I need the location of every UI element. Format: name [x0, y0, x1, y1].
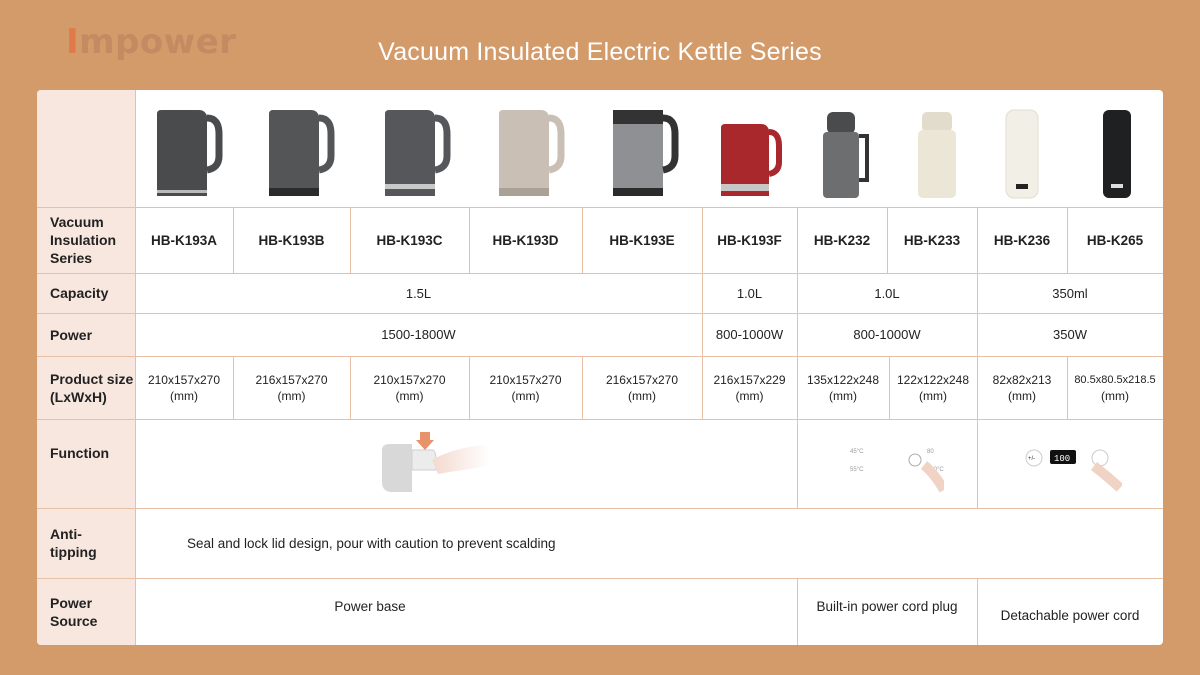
kettle-image-k193f — [715, 120, 785, 202]
kettle-lid — [613, 110, 663, 124]
kettle-image-k193b — [259, 108, 339, 203]
size-cell — [1067, 356, 1163, 419]
kettle-display — [1111, 184, 1123, 188]
model-cell: HB-K193C — [376, 232, 443, 248]
model-cell: HB-K193B — [258, 232, 325, 248]
power-source-cell: Power base — [334, 599, 406, 614]
row-label-series: Vacuum Insulation Series — [50, 214, 117, 266]
size-unit: (mm) — [628, 388, 656, 403]
size-unit: (mm) — [1008, 388, 1036, 403]
capacity-cell: 1.0L — [736, 285, 763, 301]
model-cell: HB-K193E — [609, 232, 675, 248]
kettle-handle — [549, 118, 561, 170]
kettle-band — [385, 184, 435, 189]
brand-logo: Impower — [66, 22, 237, 62]
kettle-lid — [827, 112, 855, 134]
size-unit: (mm) — [829, 388, 857, 403]
model-cell: HB-K232 — [813, 232, 871, 248]
size-dims: 135x122x248 — [806, 372, 880, 387]
model-cell: HB-K236 — [993, 232, 1051, 248]
size-dims: 216x157x270 — [605, 372, 679, 387]
kettle-image-k193a — [147, 108, 227, 203]
size-cell — [797, 356, 889, 419]
kettle-base — [613, 188, 663, 196]
power-cell: 350W — [1053, 327, 1087, 342]
kettle-image-k193c — [375, 108, 455, 203]
size-unit: (mm) — [395, 388, 424, 403]
kettle-handle — [207, 118, 219, 170]
kettle-lid-part — [382, 444, 412, 492]
size-cell — [135, 356, 233, 419]
size-dims: 80.5x80.5x218.5 — [1074, 373, 1156, 386]
size-unit: (mm) — [277, 388, 306, 403]
arrow-down-icon — [416, 432, 434, 450]
anti-tipping-text: Seal and lock lid design, pour with caution to prevent scalding — [187, 535, 556, 551]
size-cell — [350, 356, 469, 419]
kettle-body — [269, 110, 319, 196]
size-unit: (mm) — [511, 388, 540, 403]
kettle-handle — [769, 132, 779, 174]
kettle-base — [499, 188, 549, 196]
row-label-anti-tipping: Anti-tipping — [50, 526, 97, 560]
plus-minus-label: +/- — [1028, 456, 1036, 462]
row-label-function: Function — [50, 445, 110, 461]
model-cell: HB-K193D — [492, 232, 559, 248]
kettle-image-k265 — [1099, 108, 1135, 203]
row-label-size: Product size (LxWxH) — [50, 370, 134, 405]
model-cell: HB-K193F — [717, 232, 782, 248]
page-title: Vacuum Insulated Electric Kettle Series — [378, 38, 822, 66]
kettle-handle — [435, 118, 447, 170]
kettle-lid — [922, 112, 952, 132]
model-cell: HB-K265 — [1086, 232, 1144, 248]
power-source-cell: Built-in power cord plug — [816, 599, 958, 614]
temp-label: 45°C — [850, 449, 864, 455]
size-dims: 210x157x270 — [489, 372, 562, 387]
kettle-image-k193d — [489, 108, 569, 203]
size-cell — [469, 356, 582, 419]
temperature-dial-icon — [909, 454, 921, 466]
kettle-handle — [319, 118, 331, 170]
spec-table — [37, 90, 1163, 645]
kettle-handle — [663, 118, 675, 170]
capacity-cell: 1.5L — [405, 285, 432, 301]
kettle-image-k193e — [603, 108, 683, 203]
size-dims: 122x122x248 — [896, 372, 970, 387]
power-cell: 1500-1800W — [381, 327, 456, 342]
size-cell — [702, 356, 797, 419]
digital-display-illustration — [1022, 442, 1122, 492]
size-unit: (mm) — [170, 388, 198, 403]
size-dims: 216x157x229 — [713, 372, 786, 387]
lid-lock-illustration — [372, 430, 492, 498]
kettle-band — [721, 184, 769, 191]
kettle-band — [157, 190, 207, 193]
hand-illustration — [432, 444, 490, 474]
row-label-power-source: Power Source — [50, 594, 98, 629]
kettle-display — [1016, 184, 1028, 189]
row-label-capacity: Capacity — [50, 285, 109, 301]
size-dims: 216x157x270 — [255, 372, 328, 387]
size-unit: (mm) — [919, 388, 947, 403]
temp-label: 80 — [927, 449, 934, 455]
hand-illustration — [1094, 466, 1120, 488]
temperature-panel-illustration — [834, 435, 944, 495]
size-dims: 210x157x270 — [147, 372, 221, 387]
row-label-power: Power — [50, 326, 93, 343]
kettle-handle — [859, 136, 867, 180]
model-cell: HB-K233 — [903, 232, 961, 248]
kettle-body — [157, 110, 207, 196]
capacity-cell: 350ml — [1052, 285, 1088, 301]
kettle-body — [918, 130, 956, 198]
size-cell — [582, 356, 702, 419]
temp-label: 55°C — [850, 467, 864, 473]
row-divider — [37, 419, 1163, 420]
kettle-body — [499, 110, 549, 196]
power-cell: 800-1000W — [715, 327, 784, 342]
kettle-image-k233 — [912, 110, 962, 202]
power-button-icon — [1092, 450, 1108, 466]
size-dims: 82x82x213 — [992, 372, 1052, 387]
temp-label: 100°C — [927, 467, 944, 473]
size-cell — [233, 356, 350, 419]
power-source-cell: Detachable power cord — [1000, 608, 1140, 623]
size-dims: 210x157x270 — [373, 372, 446, 387]
kettle-body — [385, 110, 435, 196]
model-cell: HB-K193A — [150, 232, 218, 248]
power-cell: 800-1000W — [853, 327, 921, 342]
display-reading: 100 — [1054, 454, 1071, 464]
kettle-image-k236 — [1002, 108, 1042, 203]
capacity-cell: 1.0L — [874, 285, 900, 301]
size-cell — [889, 356, 977, 419]
size-cell — [977, 356, 1067, 419]
kettle-body — [823, 132, 859, 198]
size-unit: (mm) — [1101, 388, 1129, 403]
kettle-base — [269, 188, 319, 196]
kettle-image-k232 — [817, 110, 872, 202]
size-unit: (mm) — [735, 388, 764, 403]
